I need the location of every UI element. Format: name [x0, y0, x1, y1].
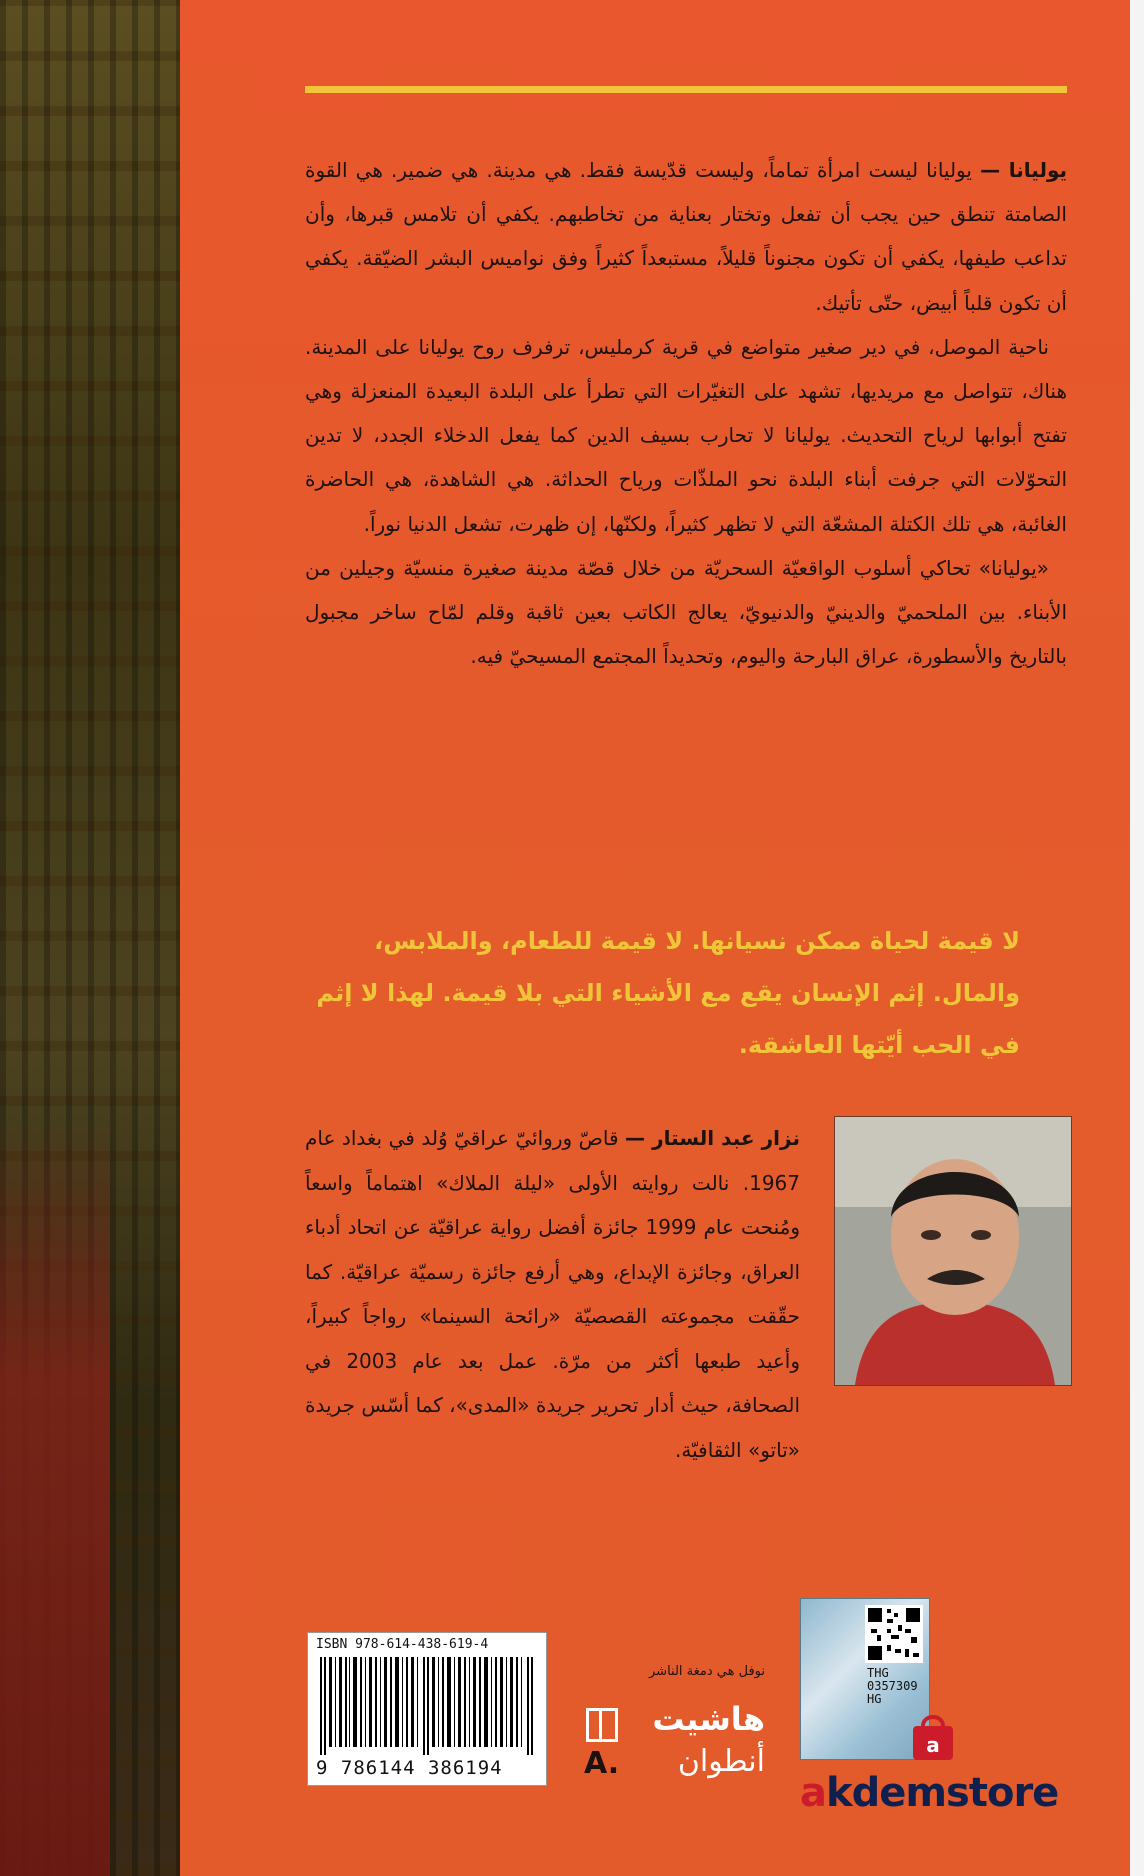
author-bio	[305, 1116, 800, 1472]
antoine-logo-icon: A.	[584, 1746, 620, 1781]
barcode	[307, 1632, 547, 1786]
lead-name: يوليانا —	[980, 158, 1068, 182]
description-paragraph-1: يوليانا — يوليانا ليست امرأة تماماً، وليست قدّيسة فقط. هي مدينة. هي ضمير. هي القوة الصامتة تنطق حين يجب أن تفعل وتختار بعناية من تخاطبهم. يكفي أن تلامس قبرها، وأن تداعب طيفها، يكفي أن تكون مجنوناً قليلاً، مستبعداً كثيراً وفق نواميس البشر الضيّقة. يكفي أن تكون قلباً أبيض، حتّى تأتيك.	[305, 158, 1068, 315]
qr-code-icon	[865, 1605, 923, 1663]
isbn-digits: 9 786144 386194	[316, 1757, 503, 1779]
publisher-note: نوفل هي دمغة الناشر	[649, 1664, 765, 1679]
page-edge	[1130, 0, 1144, 1876]
store-name: akdemstore	[800, 1770, 1059, 1816]
description-paragraph-3: «يوليانا» تحاكي أسلوب الواقعيّة السحريّة من خلال قصّة مدينة صغيرة منسيّة وجيلين من الأبناء. بين الملحميّ والدينيّ والدنيويّ، يعالج الكاتب بعين ثاقبة وقلم لمّاح ساخر مجبول بالتاريخ والأسطورة، عراق البارحة واليوم، وتحديداً المجتمع المسيحيّ فيه.	[305, 555, 1067, 669]
author-bio-text: قاصّ وروائيّ عراقيّ وُلد في بغداد عام 1967. نالت روايته الأولى «ليلة الملاك» اهتماماً واسعاً ومُنحت عام 1999 جائزة أفضل رواية عراقيّة عن اتحاد أدباء العراق، وجائزة الإبداع، وهي أرفع جائزة رسميّة عراقيّة. كما حقّقت مجموعته القصصيّة «رائحة السينما» رواجاً كبيراً، وأعيد طبعها أكثر من مرّة. عمل بعد عام 2003 في الصحافة، حيث أدار تحرير جريدة «المدى»، كما أسّس جريدة «تاتو» الثقافيّة.	[305, 1126, 800, 1462]
store-watermark	[800, 1733, 1070, 1828]
spine-figure-shadow	[0, 1120, 110, 1876]
author-photo	[834, 1116, 1072, 1386]
highlight-quote: لا قيمة لحياة ممكن نسيانها. لا قيمة للطعام، والملابس، والمال. إثم الإنسان يقع مع الأشياء التي بلا قيمة. لهذا لا إثم في الحب أيّتها العاشقة.	[316, 927, 1020, 1059]
barcode-bars-icon	[318, 1657, 536, 1755]
description-paragraph-2: ناحية الموصل، في دير صغير متواضع في قرية كرمليس، ترفرف روح يوليانا على المدينة. هناك، تتواصل مع مريديها، تشهد على التغيّرات التي تطرأ على البلدة البعيدة المنعزلة وهي تفتح أبوابها لرياح التحديث. يوليانا لا تحارب بسيف الدين كما يفعل الدخلاء الجدد، لا تدين التحوّلات التي جرفت أبناء البلدة نحو الملذّات ورياح الحداثة. هي الشاهدة، هي الحاضرة الغائبة، هي تلك الكتلة المشعّة التي لا تظهر كثيراً، ولكنّها، إن ظهرت، تشعل الدنيا نوراً.	[305, 334, 1067, 536]
isbn-label: ISBN 978-614-438-619-4	[316, 1637, 489, 1652]
top-rule	[305, 86, 1067, 93]
author-name: نزار عبد الستار —	[625, 1126, 800, 1150]
author-portrait-icon	[835, 1117, 1071, 1385]
sticker-code: THG 0357309 HG	[867, 1666, 918, 1706]
svg-text:a: a	[926, 1733, 940, 1757]
shopping-bag-icon	[905, 1708, 961, 1764]
book-description	[305, 148, 1067, 678]
publisher-name-1: هاشيت	[652, 1700, 765, 1738]
publisher-name-2: أنطوان	[677, 1744, 765, 1779]
